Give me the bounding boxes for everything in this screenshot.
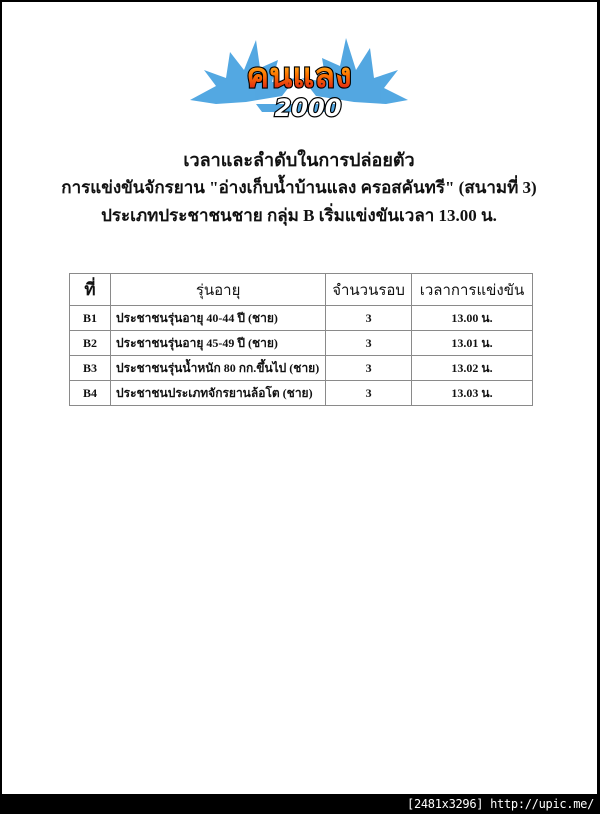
- document-headings: [0, 146, 598, 230]
- logo-subtitle: 2000: [274, 94, 342, 122]
- start-schedule-table: [69, 273, 533, 406]
- row-time: 13.00 น.: [411, 306, 532, 331]
- row-category: ประชาชนประเภทจักรยานล้อโต (ชาย): [111, 381, 326, 406]
- column-header-category: รุ่นอายุ: [111, 274, 326, 306]
- row-category: ประชาชนรุ่นน้ำหนัก 80 กก.ขึ้นไป (ชาย): [111, 356, 326, 381]
- row-rounds: 3: [326, 381, 412, 406]
- row-id: B2: [70, 331, 111, 356]
- row-id: B3: [70, 356, 111, 381]
- row-time: 13.01 น.: [411, 331, 532, 356]
- column-header-time: เวลาการแข่งขัน: [411, 274, 532, 306]
- row-id: B4: [70, 381, 111, 406]
- table-row: [70, 306, 533, 331]
- table-header-row: [70, 274, 533, 306]
- table-row: [70, 356, 533, 381]
- heading-title: เวลาและลำดับในการปล่อยตัว: [183, 150, 415, 170]
- row-time: 13.03 น.: [411, 381, 532, 406]
- column-header-rounds: จำนวนรอบ: [326, 274, 412, 306]
- logo-title: คนแลง: [246, 56, 352, 96]
- column-header-number: ที่: [70, 274, 111, 306]
- row-rounds: 3: [326, 331, 412, 356]
- heading-event: การแข่งขันจักรยาน "อ่างเก็บน้ำบ้านแลง ครอสคันทรี" (สนามที่ 3): [61, 178, 537, 197]
- heading-group: ประเภทประชาชนชาย กลุ่ม B เริ่มแข่งขันเวลา 13.00 น.: [101, 206, 497, 225]
- logo-khonlaeng-2000: [186, 30, 412, 122]
- row-category: ประชาชนรุ่นอายุ 40-44 ปี (ชาย): [111, 306, 326, 331]
- row-category: ประชาชนรุ่นอายุ 45-49 ปี (ชาย): [111, 331, 326, 356]
- row-id: B1: [70, 306, 111, 331]
- row-time: 13.02 น.: [411, 356, 532, 381]
- table-row: [70, 331, 533, 356]
- row-rounds: 3: [326, 356, 412, 381]
- row-rounds: 3: [326, 306, 412, 331]
- table-row: [70, 381, 533, 406]
- image-size-watermark: [2481x3296] http://upic.me/: [407, 797, 594, 811]
